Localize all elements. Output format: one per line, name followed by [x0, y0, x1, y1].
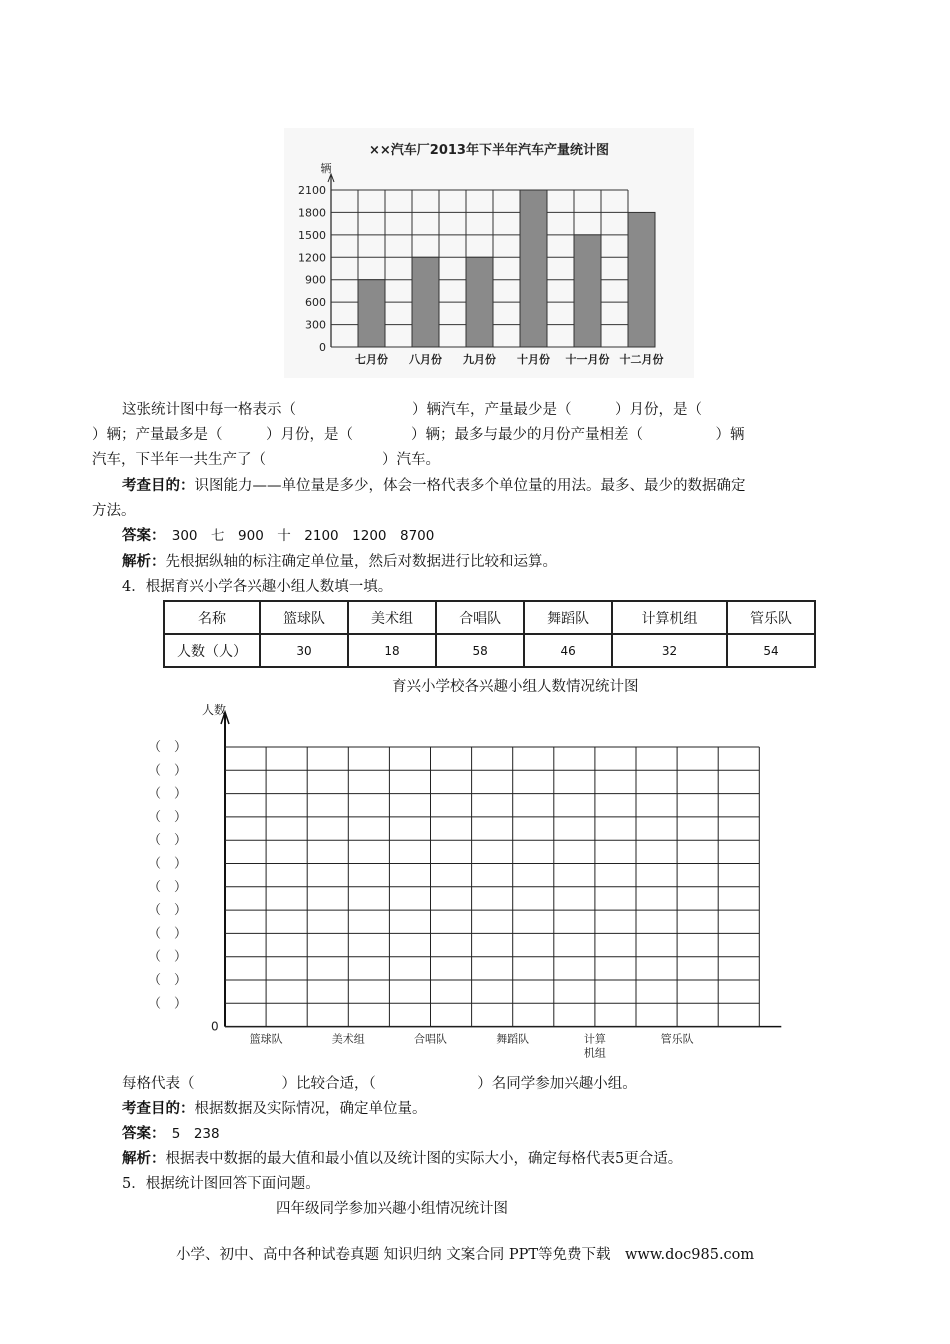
bar [574, 235, 601, 347]
y-tick-label: 300 [305, 318, 326, 332]
blank-tick-label: （ ） [148, 786, 188, 802]
q3-line3: 汽车，下半年一共生产了（ ）汽车。 [92, 452, 440, 468]
q3-answer [122, 523, 434, 549]
y-tick-label: 1500 [298, 228, 326, 242]
q4-chart-title: 育兴小学校各兴趣小组人数情况统计图 [392, 679, 639, 695]
table-header-cell: 计算机组 [612, 601, 727, 634]
table-header-cell: 管乐队 [727, 601, 815, 634]
x-tick-label: 机组 [583, 1046, 606, 1060]
table-cell: 58 [436, 634, 524, 667]
table-cell: 54 [727, 634, 815, 667]
q3-answer-text: 300 七 900 十 2100 1200 8700 [158, 528, 435, 544]
table-header-cell: 篮球队 [260, 601, 348, 634]
bar [628, 212, 655, 347]
y-tick-label: 2100 [298, 184, 326, 197]
q3-line2: ）辆；产量最多是（ ）月份，是（ ）辆；最多与最少的月份产量相差（ ）辆 [92, 427, 745, 443]
production-chart [284, 128, 694, 378]
q5-heading: 5．根据统计图回答下面问题。 [122, 1176, 320, 1192]
y-tick-label: 600 [305, 296, 326, 310]
q3-purpose-text: 识图能力——单位量是多少，体会一格代表多个单位量的用法。最多、最少的数据确定 [194, 478, 746, 494]
x-tick-label: 七月份 [355, 353, 388, 366]
table-header-cell: 名称 [164, 601, 260, 634]
production-chart-svg [284, 128, 694, 378]
table-cell: 46 [524, 634, 612, 667]
table-header-cell: 美术组 [348, 601, 436, 634]
q4-purpose-label: 考查目的： [122, 1100, 195, 1117]
blank-tick-label: （ ） [148, 740, 188, 755]
q3-purpose-label: 考查目的： [122, 477, 195, 494]
x-tick-label: 舞蹈队 [496, 1032, 530, 1046]
q4-purpose-text: 根据数据及实际情况，确定单位量。 [194, 1101, 427, 1117]
x-tick-label: 计算 [583, 1032, 606, 1046]
q3-analysis-label: 解析： [122, 553, 166, 570]
x-tick-label: 美术组 [331, 1032, 365, 1046]
table-row [164, 634, 815, 667]
blank-tick-label: （ ） [148, 949, 188, 965]
x-tick-label: 篮球队 [249, 1032, 283, 1046]
table-cell: 30 [260, 634, 348, 667]
q4-heading: 4．根据育兴小学各兴趣小组人数填一填。 [122, 579, 393, 595]
blank-grid-chart [140, 700, 790, 1070]
blank-tick-label: （ ） [148, 809, 188, 825]
bar [412, 257, 439, 347]
blank-tick-label: （ ） [148, 996, 188, 1012]
blank-tick-label: （ ） [148, 879, 188, 895]
table-header-cell: 舞蹈队 [524, 601, 612, 634]
x-tick-label: 十二月份 [619, 353, 664, 366]
y-tick-label: 0 [319, 341, 326, 354]
q3-answer-label: 答案： [122, 527, 159, 544]
x-tick-label: 十月份 [517, 353, 550, 366]
q3-purpose [122, 473, 746, 499]
blank-tick-label: （ ） [148, 763, 188, 779]
blank-tick-label: （ ） [148, 833, 188, 849]
table-cell: 18 [348, 634, 436, 667]
chart-title: ××汽车厂2013年下半年汽车产量统计图 [369, 143, 609, 158]
x-tick-label: 八月份 [409, 353, 442, 366]
footer-text: 小学、初中、高中各种试卷真题 知识归纳 文案合同 PPT等免费下载 www.doc985.com [176, 1247, 755, 1263]
x-tick-label: 十一月份 [565, 353, 610, 366]
q3-purpose-cont: 方法。 [92, 503, 136, 519]
q4-purpose [122, 1096, 427, 1122]
q4-answer-label: 答案： [122, 1125, 159, 1142]
q4-answer-text: 5 238 [158, 1126, 220, 1142]
y-tick-label: 1200 [298, 251, 326, 265]
bar [466, 257, 493, 347]
bar [358, 280, 385, 347]
q4-analysis-text: 根据表中数据的最大值和最小值以及统计图的实际大小，确定每格代表5更合适。 [165, 1151, 683, 1167]
q3-analysis [122, 549, 557, 575]
q3-analysis-text: 先根据纵轴的标注确定单位量，然后对数据进行比较和运算。 [165, 554, 557, 570]
blank-tick-label: （ ） [148, 926, 188, 942]
interest-group-table [163, 600, 816, 668]
table-row-label: 人数（人） [164, 634, 260, 667]
x-tick-label: 九月份 [463, 353, 496, 366]
x-tick-label: 管乐队 [660, 1032, 694, 1046]
y-axis-label: 辆 [320, 162, 332, 175]
q4-fill-line: 每格代表（ ）比较合适，（ ）名同学参加兴趣小组。 [122, 1076, 637, 1092]
q5-chart-title: 四年级同学参加兴趣小组情况统计图 [276, 1201, 508, 1217]
q3-line1: 这张统计图中每一格表示（ ）辆汽车，产量最少是（ ）月份，是（ [122, 402, 702, 418]
q4-analysis [122, 1146, 682, 1172]
x-tick-label: 合唱队 [414, 1032, 447, 1046]
blank-tick-label: （ ） [148, 973, 188, 988]
q4-analysis-label: 解析： [122, 1150, 166, 1167]
table-header-row [164, 601, 815, 634]
blank-grid-chart-svg [140, 700, 790, 1070]
zero-label: 0 [211, 1019, 219, 1034]
blank-tick-label: （ ） [148, 856, 188, 872]
table-header-cell: 合唱队 [436, 601, 524, 634]
bar [520, 190, 547, 347]
blank-tick-label: （ ） [148, 903, 188, 919]
y-tick-label: 1800 [298, 206, 326, 220]
q4-answer [122, 1121, 220, 1147]
table-cell: 32 [612, 634, 727, 667]
y-axis-label: 人数 [202, 703, 227, 717]
y-tick-label: 900 [305, 273, 326, 287]
